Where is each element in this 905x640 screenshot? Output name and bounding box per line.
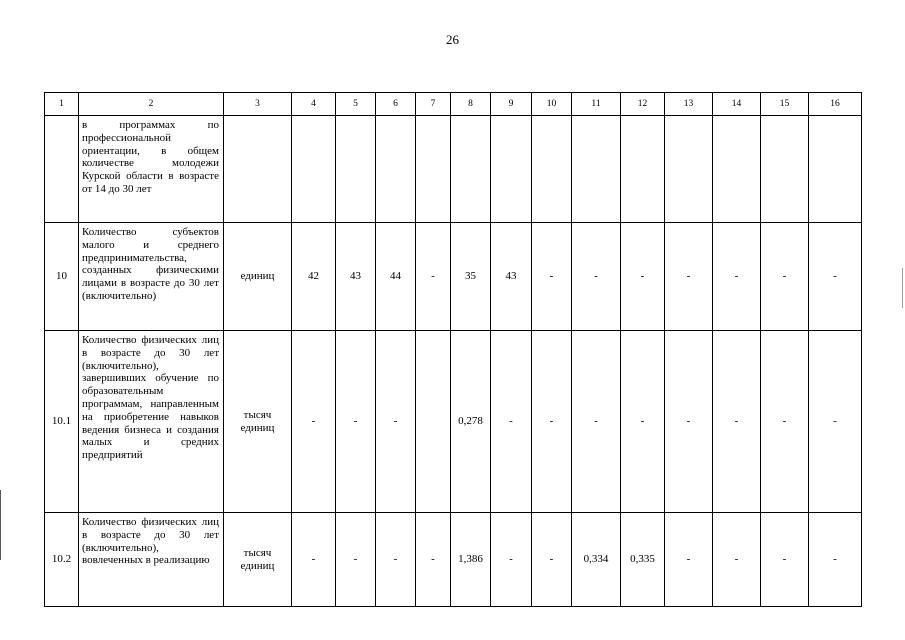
value-cell bbox=[491, 116, 532, 223]
column-header: 5 bbox=[336, 93, 376, 116]
value-cell bbox=[761, 116, 809, 223]
value-cell: - bbox=[532, 223, 572, 331]
value-cell: - bbox=[572, 223, 621, 331]
value-cell: - bbox=[416, 513, 451, 607]
value-cell: - bbox=[665, 223, 713, 331]
value-cell: - bbox=[572, 331, 621, 513]
header-row bbox=[45, 93, 862, 116]
table-row bbox=[45, 116, 862, 223]
column-header: 2 bbox=[79, 93, 224, 116]
value-cell bbox=[416, 116, 451, 223]
value-cell: 0,335 bbox=[621, 513, 665, 607]
unit-cell: единиц bbox=[224, 223, 292, 331]
value-cell: - bbox=[809, 513, 862, 607]
value-cell: 0,278 bbox=[451, 331, 491, 513]
value-cell: 1,386 bbox=[451, 513, 491, 607]
column-header: 7 bbox=[416, 93, 451, 116]
value-cell: 35 bbox=[451, 223, 491, 331]
row-number: 10.1 bbox=[45, 331, 79, 513]
row-number: 10 bbox=[45, 223, 79, 331]
value-cell: - bbox=[713, 513, 761, 607]
indicator-description: Количество субъектов малого и среднего предпринимательства, созданных физическими лицами в возрасте до 30 лет (включительно) bbox=[79, 223, 224, 331]
value-cell bbox=[621, 116, 665, 223]
indicator-description: Количество физических лиц в возрасте до 30 лет (включительно), завершивших обучение по образовательным программам, направленным на приобретение навыков ведения бизнеса и создания малых и средних предприятий bbox=[79, 331, 224, 513]
value-cell: - bbox=[491, 331, 532, 513]
column-header: 12 bbox=[621, 93, 665, 116]
indicator-description: Количество физических лиц в возрасте до 30 лет (включительно), вовлеченных в реализацию bbox=[79, 513, 224, 607]
value-cell bbox=[451, 116, 491, 223]
value-cell: - bbox=[532, 331, 572, 513]
unit-cell: тысяч единиц bbox=[224, 513, 292, 607]
value-cell: - bbox=[761, 513, 809, 607]
column-header: 6 bbox=[376, 93, 416, 116]
value-cell: - bbox=[532, 513, 572, 607]
column-header: 15 bbox=[761, 93, 809, 116]
row-number: 10.2 bbox=[45, 513, 79, 607]
value-cell bbox=[713, 116, 761, 223]
table-row bbox=[45, 223, 862, 331]
column-header: 16 bbox=[809, 93, 862, 116]
indicators-table bbox=[44, 92, 862, 607]
value-cell: 43 bbox=[336, 223, 376, 331]
value-cell: - bbox=[621, 331, 665, 513]
column-header: 13 bbox=[665, 93, 713, 116]
column-header: 4 bbox=[292, 93, 336, 116]
value-cell bbox=[572, 116, 621, 223]
column-header: 9 bbox=[491, 93, 532, 116]
value-cell: - bbox=[376, 331, 416, 513]
value-cell: 43 bbox=[491, 223, 532, 331]
value-cell bbox=[336, 116, 376, 223]
value-cell: - bbox=[491, 513, 532, 607]
value-cell bbox=[376, 116, 416, 223]
value-cell: - bbox=[292, 513, 336, 607]
value-cell: - bbox=[665, 331, 713, 513]
value-cell: 44 bbox=[376, 223, 416, 331]
unit-cell bbox=[224, 116, 292, 223]
column-header: 10 bbox=[532, 93, 572, 116]
table-row bbox=[45, 331, 862, 513]
value-cell bbox=[809, 116, 862, 223]
value-cell: 42 bbox=[292, 223, 336, 331]
value-cell: - bbox=[376, 513, 416, 607]
scan-edge-mark bbox=[902, 268, 903, 308]
indicator-description: в программах по профессиональной ориентации, в общем количестве молодежи Курской области в возрасте от 14 до 30 лет bbox=[79, 116, 224, 223]
value-cell: - bbox=[292, 331, 336, 513]
value-cell: - bbox=[809, 331, 862, 513]
row-number bbox=[45, 116, 79, 223]
unit-cell: тысяч единиц bbox=[224, 331, 292, 513]
table-row bbox=[45, 513, 862, 607]
value-cell: 0,334 bbox=[572, 513, 621, 607]
value-cell: - bbox=[621, 223, 665, 331]
value-cell: - bbox=[761, 331, 809, 513]
scan-edge-mark bbox=[0, 490, 1, 560]
value-cell: - bbox=[713, 223, 761, 331]
value-cell: - bbox=[336, 513, 376, 607]
value-cell: - bbox=[416, 223, 451, 331]
value-cell bbox=[416, 331, 451, 513]
column-header: 14 bbox=[713, 93, 761, 116]
column-header: 11 bbox=[572, 93, 621, 116]
value-cell: - bbox=[665, 513, 713, 607]
value-cell bbox=[665, 116, 713, 223]
page-number: 26 bbox=[446, 32, 459, 47]
value-cell bbox=[532, 116, 572, 223]
value-cell: - bbox=[713, 331, 761, 513]
column-header: 8 bbox=[451, 93, 491, 116]
value-cell bbox=[292, 116, 336, 223]
value-cell: - bbox=[336, 331, 376, 513]
column-header: 1 bbox=[45, 93, 79, 116]
value-cell: - bbox=[809, 223, 862, 331]
value-cell: - bbox=[761, 223, 809, 331]
column-header: 3 bbox=[224, 93, 292, 116]
